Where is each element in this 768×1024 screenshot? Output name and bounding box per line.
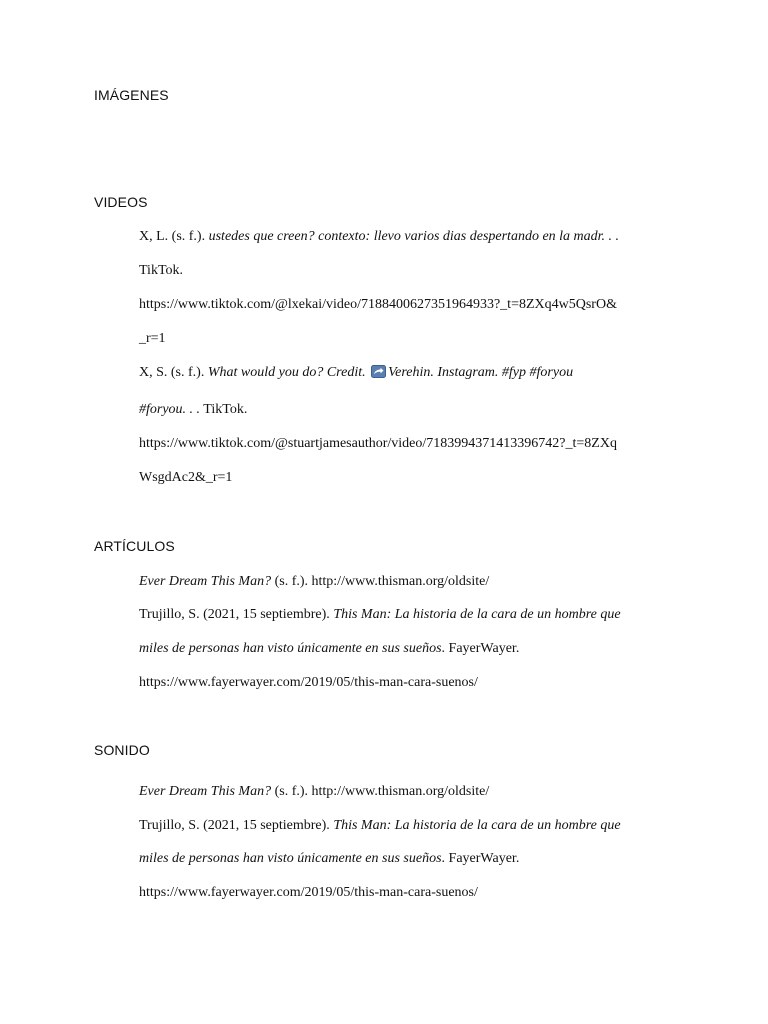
heading-articulos: ARTÍCULOS	[94, 538, 175, 554]
video-ref-1-url[interactable]: https://www.tiktok.com/@lxekai/video/7188400627351964933?_t=8ZXq4w5QsrO&	[139, 297, 617, 312]
video-ref-2-author: X, S. (s. f.).	[139, 365, 208, 380]
heading-sonido: SONIDO	[94, 742, 150, 758]
video-ref-1-title: ustedes que creen? contexto: llevo varios dias despertando en la madr. . .	[208, 229, 620, 244]
video-ref-2-title-c: #foryou. . .	[139, 402, 201, 417]
video-ref-1-platform: TikTok.	[139, 263, 184, 278]
sound-ref-2-title-a: This Man: La historia de la cara de un hombre que	[333, 818, 621, 833]
share-arrow-icon	[371, 365, 386, 378]
video-ref-1-line-1	[139, 229, 619, 245]
article-ref-1-title: Ever Dream This Man?	[139, 574, 272, 589]
video-ref-2-platform: TikTok.	[200, 402, 248, 417]
sound-ref-1	[139, 784, 489, 800]
video-ref-2-line-2	[139, 402, 247, 418]
sound-ref-2-publisher: . FayerWayer.	[441, 851, 520, 866]
sound-ref-1-title: Ever Dream This Man?	[139, 784, 272, 799]
video-ref-1-author: X, L. (s. f.).	[139, 229, 209, 244]
article-ref-2-line-2	[139, 641, 519, 657]
video-ref-1-url-cont[interactable]: _r=1	[139, 331, 166, 346]
article-ref-2-publisher: . FayerWayer.	[441, 641, 520, 656]
sound-ref-2-url[interactable]: https://www.fayerwayer.com/2019/05/this-man-cara-suenos/	[139, 885, 478, 900]
article-ref-2-title-b: miles de personas han visto únicamente en sus sueños	[139, 641, 442, 656]
article-ref-1-rest: (s. f.). http://www.thisman.org/oldsite/	[271, 574, 490, 589]
video-ref-2-title-a: What would you do? Credit.	[207, 365, 366, 380]
article-ref-2-url[interactable]: https://www.fayerwayer.com/2019/05/this-man-cara-suenos/	[139, 675, 478, 690]
video-ref-2-line-1	[139, 365, 573, 381]
heading-imagenes: IMÁGENES	[94, 87, 169, 103]
sound-ref-1-rest: (s. f.). http://www.thisman.org/oldsite/	[271, 784, 490, 799]
sound-ref-2-line-2	[139, 851, 519, 867]
article-ref-1	[139, 574, 489, 590]
article-ref-2-author: Trujillo, S. (2021, 15 septiembre).	[139, 607, 334, 622]
sound-ref-2-title-b: miles de personas han visto únicamente en sus sueños	[139, 851, 442, 866]
article-ref-2-title-a: This Man: La historia de la cara de un hombre que	[333, 607, 621, 622]
video-ref-2-url[interactable]: https://www.tiktok.com/@stuartjamesauthor/video/7183994371413396742?_t=8ZXq	[139, 436, 617, 451]
video-ref-2-title-b: Verehin. Instagram. #fyp #foryou	[388, 365, 574, 380]
sound-ref-2-author: Trujillo, S. (2021, 15 septiembre).	[139, 818, 334, 833]
article-ref-2-line-1	[139, 607, 621, 623]
video-ref-2-url-cont[interactable]: WsgdAc2&_r=1	[139, 470, 233, 485]
heading-videos: VIDEOS	[94, 194, 148, 210]
sound-ref-2-line-1	[139, 818, 621, 834]
